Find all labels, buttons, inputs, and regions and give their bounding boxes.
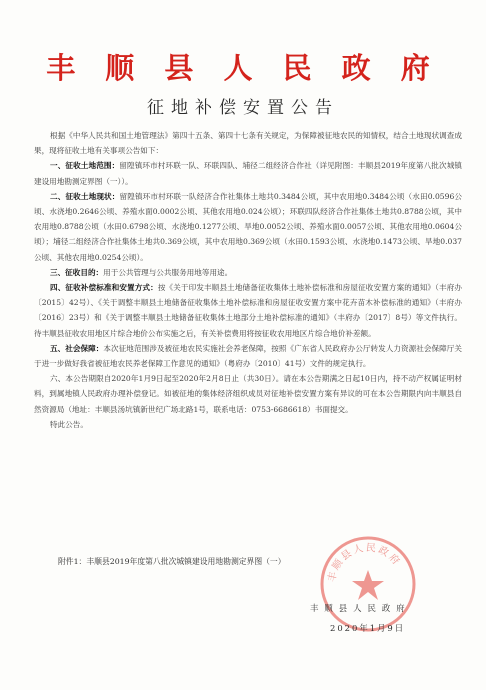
section-3	[34, 265, 462, 280]
section-1	[34, 158, 462, 188]
signing-date: 2020年1月9日	[330, 623, 406, 633]
signer-name: 丰顺县人民政府	[310, 603, 411, 613]
intro-paragraph: 根据《中华人民共和国土地管理法》第四十五条、第四十七条有关规定，为保障被征地农民的知情权，结合土地现状调查成果，现将征收土地有关事项公告如下：	[34, 131, 462, 156]
section-2-text: 留隍镇环市村环联一队经济合作社集体土地共0.3484公顷，其中农用地0.3484公顷（水田0.0596公顷、水浇地0.2646公顷、养殖水面0.0002公顷、其他农用地0.024公顷）；环联四队经济合作社集体土地共0.8788公顷，其中农用地0.8788公顷（水田0.6798公顷、水浇地0.1277公顷、旱地0.0052公顷、养殖水面0.0057公顷、其他农用地0.0604公顷）；埔径二组经济合作社集体土地共0.369公顷，其中农用地0.369公顷（水田0.1593公顷、水浇地0.1473公顷、旱地0.037公顷、其他农用地0.0254公顷）。	[34, 191, 462, 262]
section-5-heading: 五、社会保障：	[50, 343, 104, 353]
section-1-text: 留隍镇环市村环联一队、环联四队、埔径二组经济合作社（详见附图：丰顺县2019年度第八批次城镇建设用地勘测定界图（一））。	[34, 161, 462, 186]
section-2-heading: 二、征收土地现状：	[50, 191, 120, 201]
closing-line	[34, 417, 462, 432]
official-seal-icon	[318, 534, 418, 634]
attachment-line: 附件1：丰顺县2019年度第八批次城镇建设用地勘测定界图（一）	[58, 557, 286, 566]
notice-title: 征地补偿安置公告	[147, 98, 339, 118]
section-4-heading: 四、征收补偿标准和安置方式：	[50, 283, 158, 293]
section-1-heading: 一、征收土地范围：	[50, 161, 120, 171]
section-5	[34, 341, 462, 371]
closing-text: 特此公告。	[50, 419, 88, 429]
government-title: 丰 顺 县 人 民 政 府	[46, 51, 440, 85]
notice-body	[34, 128, 462, 432]
section-6-text: 六、本公告期限自2020年1月9日起至2020年2月8日止（共30日）。请在本公告期满之日起10日内，持不动产权属证明材料，到属地镇人民政府办理补偿登记。如被征地的集体经济组织成员对征地补偿安置方案有异议的可在本公告期限内向丰顺县自然资源局（地址：丰顺县汤坑镇新世纪广场北路1号，联系电话：0753-6686618）书面提交。	[34, 374, 462, 414]
section-6	[34, 371, 462, 417]
section-2	[34, 189, 462, 265]
section-3-heading: 三、征收目的：	[50, 267, 104, 277]
svg-text:丰顺县人民政府: 丰顺县人民政府	[326, 542, 403, 584]
section-5-text: 本次征地范围涉及被征地农民实施社会养老保障，按照《广东省人民政府办公厅转发人力资源社会保障厅关于进一步做好我省被征地农民养老保障工作意见的通知》（粤府办〔2010〕41号）文件的规定执行。	[34, 343, 463, 369]
section-4-text: 按《关于印发丰顺县土地储备征收集体土地补偿标准和房屋征收安置方案的通知》（丰府办〔2015〕42号）、《关于调整丰顺县土地储备征收集体土地补偿标准和房屋征收安置方案中花卉苗木补偿标准的通知》（丰府办〔2016〕23号）和《关于调整丰顺县土地储备征收集体土地部分土地补偿标准的通知》（丰府办〔2017〕8号）等文件执行。待丰顺县征收农用地区片综合地价公布实施之后，有关补偿费用将按征收农用地区片综合地价补差额。	[34, 283, 462, 338]
section-4	[34, 280, 462, 341]
section-3-text: 用于公共管理与公共服务用地等用途。	[103, 267, 233, 277]
